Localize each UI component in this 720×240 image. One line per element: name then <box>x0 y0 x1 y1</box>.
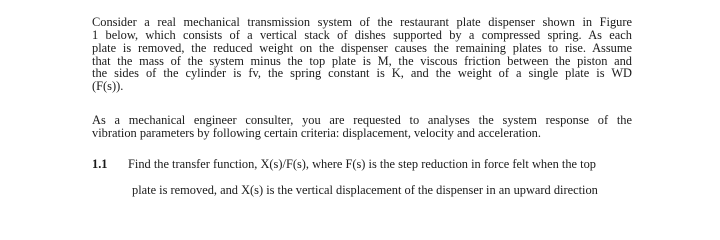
paragraph-line: Consider a real mechanical transmission system of the restaurant plate dispenser shown in Figure <box>92 15 632 29</box>
paragraph-line: plate is removed, the reduced weight on the dispenser causes the remaining plates to rise. Assume <box>92 40 632 55</box>
paragraph-line: (F(s)). <box>92 79 124 94</box>
paragraph-line: vibration parameters by following certain criteria: displacement, velocity and acceleration. <box>92 125 541 140</box>
question-1-1 <box>92 157 632 197</box>
problem-paragraph-1 <box>92 16 632 93</box>
paragraph-line: the sides of the cylinder is fv, the spring constant is K, and the weight of a single plate is WD <box>92 66 632 81</box>
paragraph-line: 1 below, which consists of a vertical stack of dishes supported by a compressed spring. As each <box>92 27 632 42</box>
question-number: 1.1 <box>92 157 108 171</box>
paragraph-line: that the mass of the system minus the top plate is M, the viscous friction between the piston and <box>92 53 632 68</box>
paragraph-line: As a mechanical engineer consulter, you are requested to analyses the system response of the <box>92 113 632 127</box>
problem-paragraph-2 <box>92 114 632 140</box>
question-text-line-1: Find the transfer function, X(s)/F(s), where F(s) is the step reduction in force felt when the top <box>128 157 596 171</box>
question-row <box>92 157 632 172</box>
question-text-line-2: plate is removed, and X(s) is the vertical displacement of the dispenser in an upward direction <box>132 183 598 197</box>
